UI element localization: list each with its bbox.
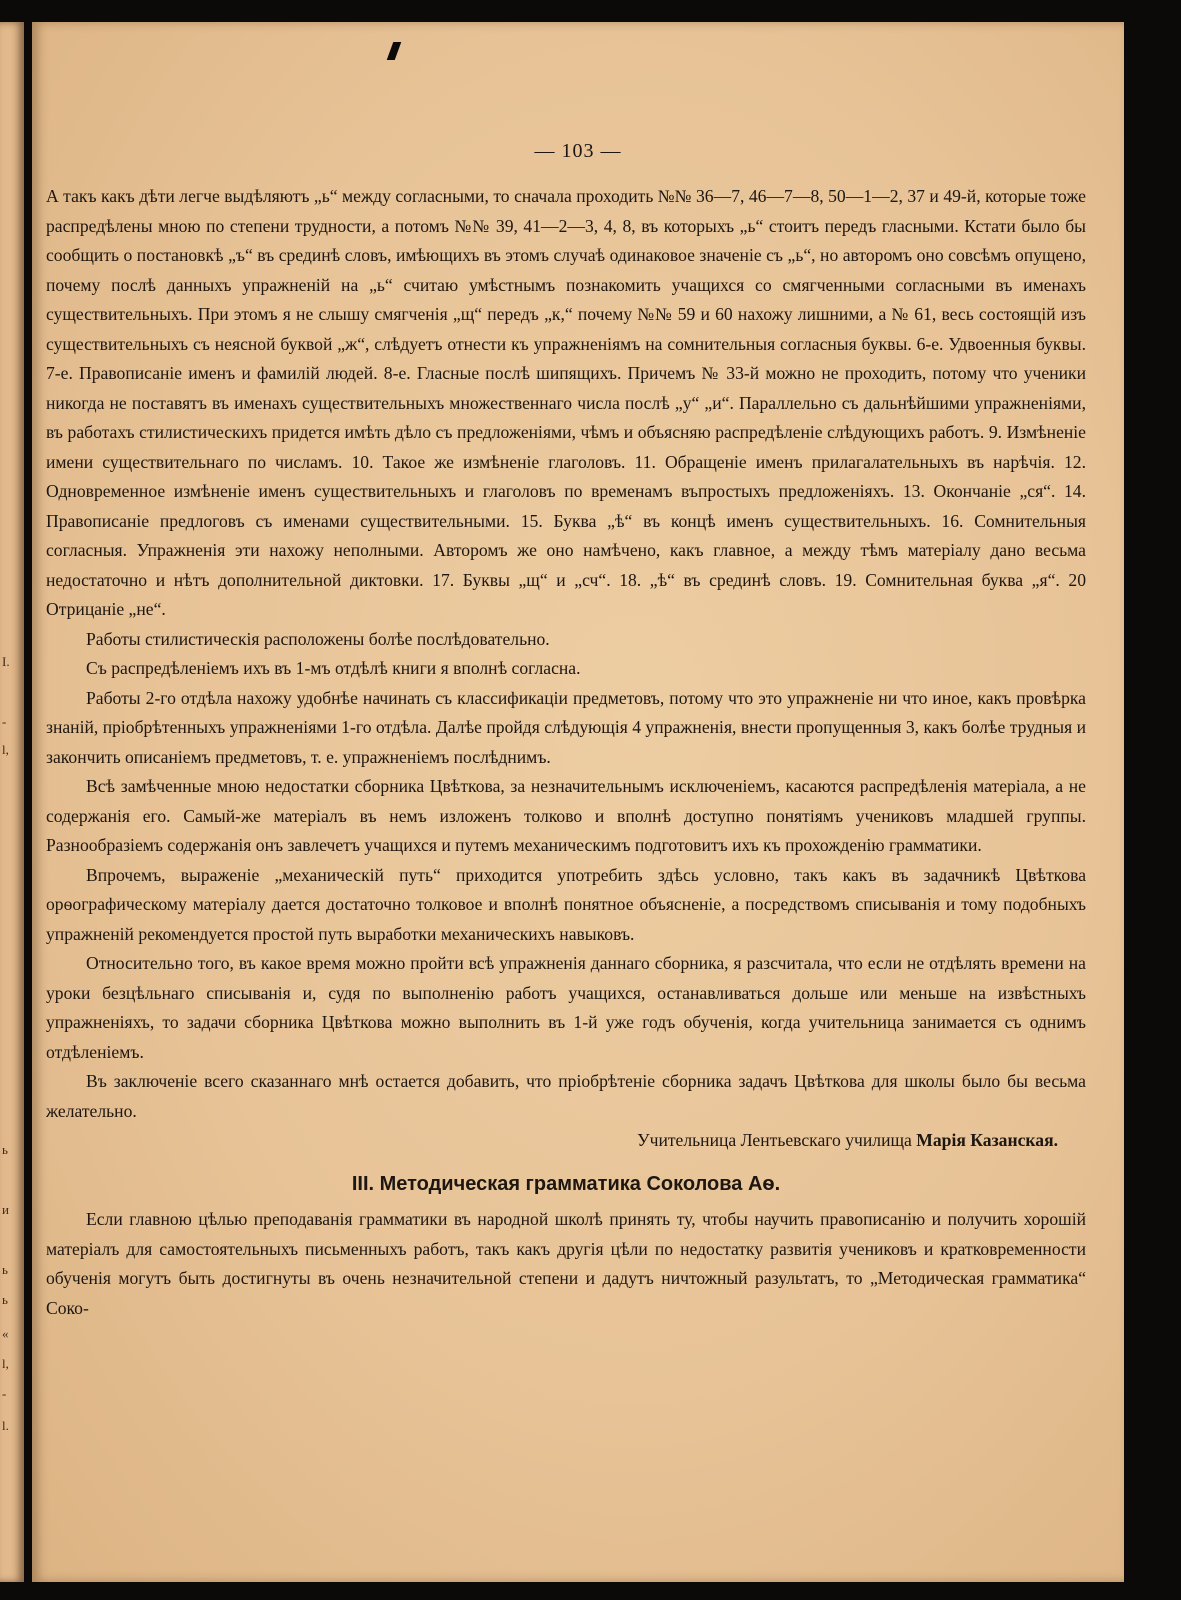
margin-mark: l,: [2, 1356, 9, 1371]
margin-mark: -: [2, 714, 7, 729]
margin-mark: и: [2, 1202, 9, 1217]
paragraph: Въ заключенiе всего сказаннаго мнѣ остается добавить, что прiобрѣтенiе сборника задачъ Цвѣткова для школы было бы весьма желательно.: [46, 1071, 1086, 1121]
adjacent-page-edge: [0, 22, 24, 1582]
paragraph: Съ распредѣленiемъ ихъ въ 1-мъ отдѣлѣ книги я вполнѣ согласна.: [86, 658, 581, 678]
signature-name: Марiя Казанская.: [916, 1130, 1058, 1150]
book-page: [32, 22, 1124, 1582]
margin-mark: ь: [2, 1292, 8, 1307]
signature: [46, 1126, 1086, 1156]
margin-mark: l,: [2, 742, 9, 757]
signature-prefix: Учительница Лентьевскаго училища: [637, 1130, 912, 1150]
margin-mark: l.: [2, 1418, 9, 1433]
margin-mark: «: [2, 1326, 9, 1341]
paragraph: Работы 2-го отдѣла нахожу удобнѣе начинать съ классификацiи предметовъ, потому что это упражненiе ни что иное, какъ провѣрка знанiй, прiобрѣтенныхъ упражненiями 1-го отдѣла. Далѣе пройдя слѣдующiя 4 упражненiя, внести пропущенныя 3, какъ болѣе трудныя и закончить описанiемъ предметовъ, т. е. упражненiемъ послѣднимъ.: [46, 687, 1086, 767]
paragraph: Всѣ замѣченные мною недостатки сборника Цвѣткова, за незначительнымъ исключенiемъ, касаются распредѣленiя матерiала, а не содержанiя его. Самый-же матерiалъ въ немъ изложенъ толково и вполнѣ доступно понятiямъ учениковъ младшей группы. Разнообразiемъ содержанiя онъ завлечетъ учащихся и путемъ механическимъ подготовитъ ихъ къ прохожденiю грамматики.: [46, 776, 1086, 855]
margin-mark: ь: [2, 1262, 8, 1277]
paragraph: Работы стилистическiя расположены болѣе послѣдовательно.: [86, 628, 550, 649]
section-heading: III. Методическая грамматика Соколова Аѳ.: [351, 1172, 781, 1195]
paragraph: Если главною цѣлью преподаванiя грамматики въ народной школѣ принять ту, чтобы научить правописанiю и получить хорошiй матерiалъ для самостоятельныхъ письменныхъ работъ, такъ какъ другiя цѣли по недостатку развитiя учениковъ и кратковременности обученiя могутъ быть достигнуты въ очень незначительной степени и дадутъ ничтожный разультатъ, то „Методическая грамматика“ Соко-: [46, 1209, 1086, 1318]
margin-mark: -: [2, 1386, 7, 1401]
page-number: — 103 —: [534, 140, 622, 162]
page-body: [46, 182, 1086, 1323]
paragraph: Впрочемъ, выраженiе „механическiй путь“ приходится употребить здѣсь условно, такъ какъ въ задачникѣ Цвѣткова орѳографическому матерiалу дается достаточно толковое и вполнѣ понятное объясненiе, а посредствомъ списыванiя и тому подобныхъ упражненiй рекомендуется простой путь выработки механическихъ навыковъ.: [46, 864, 1086, 944]
page-corner-fold: [387, 42, 402, 60]
margin-mark: I.: [2, 654, 10, 669]
paragraph: А такъ какъ дѣти легче выдѣляютъ „ь“ между согласными, то сначала проходить №№ 36—7, 46—7—8, 50—1—2, 37 и 49-й, которые тоже распредѣлены мною по степени трудности, а потомъ №№ 39, 41—2—3, 4, 8, въ которыхъ „ь“ стоитъ передъ гласными. Кстати было бы сообщить о постановкѣ „ъ“ въ срединѣ словъ, имѣющихъ въ этомъ случаѣ одинаковое значенiе съ „ь“, но авторомъ оно совсѣмъ опущено, почему послѣ данныхъ упражненiй на „ь“ считаю умѣстнымъ познакомить учащихся со смягченными согласными въ именахъ существительныхъ. При этомъ я не слышу смягченiя „щ“ передъ „к,“ почему №№ 59 и 60 нахожу лишними, а № 61, весь состоящiй изъ существительныхъ съ неясной буквой „ж“, слѣдуетъ отнести къ упражненiямъ на сомнительныя согласныя буквы. 6-е. Удвоенныя буквы. 7-е. Правописанiе именъ и фамилiй людей. 8-е. Гласные послѣ шипящихъ. Причемъ № 33-й можно не проходить, потому что ученики никогда не поставятъ въ именахъ существительныхъ множественнаго числа послѣ „у“ „и“. Параллельно съ дальнѣйшими упражненiями, въ работахъ стилистическихъ придется имѣть дѣло съ предложенiями, чѣмъ и объясняю распредѣленiе слѣдующихъ работъ. 9. Измѣненiе имени существительнаго по числамъ. 10. Такое же измѣненiе глаголовъ. 11. Обращенiе именъ прилагалательныхъ въ нарѣчiя. 12. Одновременное измѣненiе именъ существительныхъ и глаголовъ по временамъ въпростыхъ предложенiяхъ. 13. Окончанiе „ся“. 14. Правописанiе предлоговъ съ именами существительными. 15. Буква „ѣ“ въ концѣ именъ существительныхъ. 16. Сомнительныя согласныя. Упражненiя эти нахожу неполными. Авторомъ же оно намѣчено, какъ главное, а между тѣмъ матерiалу дано весьма недостаточно и нѣтъ дополнительной диктовки. 17. Буквы „щ“ и „сч“. 18. „ѣ“ въ срединѣ словъ. 19. Сомнительная буква „я“. 20 Отрицанiе „не“.: [46, 186, 1086, 619]
margin-mark: ь: [2, 1142, 8, 1157]
paragraph: Относительно того, въ какое время можно пройти всѣ упражненiя даннаго сборника, я разсчитала, что если не отдѣлять времени на уроки безцѣльнаго списыванiя и, судя по выполненiю работъ учащихся, останавливаться дольше или меньше на извѣстныхъ упражненiяхъ, то задачи сборника Цвѣткова можно выполнить въ 1-й уже годъ обученiя, когда учительница занимается съ однимъ отдѣленiемъ.: [46, 953, 1086, 1062]
